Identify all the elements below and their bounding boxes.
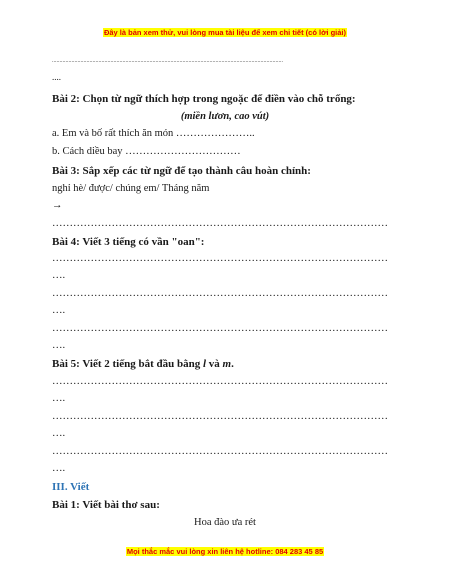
answer-dots-end: .... — [52, 72, 61, 82]
section-3-heading: III. Viết — [52, 481, 90, 493]
exercise-4-line-2-end: …. — [52, 305, 66, 316]
answer-dots-line: .......................................................................................................................................................... — [52, 58, 283, 64]
exercise-4-line-3: …………………………………………………………………………………… — [52, 323, 388, 334]
writing-exercise-1-title: Bài 1: Viết bài thơ sau: — [52, 499, 160, 511]
exercise-5-title: Bài 5: Viết 2 tiếng bắt đầu bằng l và m. — [52, 358, 234, 370]
exercise-5-line-1-end: …. — [52, 393, 66, 404]
exercise-2-title: Bài 2: Chọn từ ngữ thích hợp trong ngoặc để điền vào chỗ trống: — [52, 93, 356, 105]
arrow-icon: → — [52, 200, 63, 211]
exercise-4-line-2: …………………………………………………………………………………… — [52, 288, 388, 299]
preview-banner: Đây là bản xem thử, vui lòng mua tài liệu để xem chi tiết (có lời giải) — [103, 28, 347, 37]
exercise-2-options: (miền lươn, cao vút) — [180, 111, 270, 122]
exercise-2-item-b: b. Cách diều bay …………………………… — [52, 146, 241, 157]
exercise-4-title: Bài 4: Viết 3 tiếng có vần "oan": — [52, 236, 205, 248]
hotline-banner: Mọi thắc mắc vui lòng xin liên hệ hotline: 084 283 45 85 — [126, 547, 324, 556]
exercise-5-line-2-end: …. — [52, 428, 66, 439]
exercise-4-line-3-end: …. — [52, 340, 66, 351]
exercise-3-answer-line: …………………………………………………………………………………… — [52, 218, 388, 229]
exercise-3-words: nghỉ hè/ được/ chúng em/ Tháng năm — [52, 183, 210, 194]
exercise-5-line-3-end: …. — [52, 463, 66, 474]
exercise-2-item-a: a. Em và bố rất thích ăn món ………………….. — [52, 128, 255, 139]
exercise-5-line-1: …………………………………………………………………………………… — [52, 376, 388, 387]
exercise-5-line-2: …………………………………………………………………………………… — [52, 411, 388, 422]
poem-title: Hoa đào ưa rét — [194, 517, 256, 528]
exercise-4-line-1-end: …. — [52, 270, 66, 281]
exercise-4-line-1: …………………………………………………………………………………… — [52, 253, 388, 264]
exercise-3-title: Bài 3: Sắp xếp các từ ngữ để tạo thành câu hoàn chỉnh: — [52, 165, 311, 177]
exercise-5-line-3: …………………………………………………………………………………… — [52, 446, 388, 457]
